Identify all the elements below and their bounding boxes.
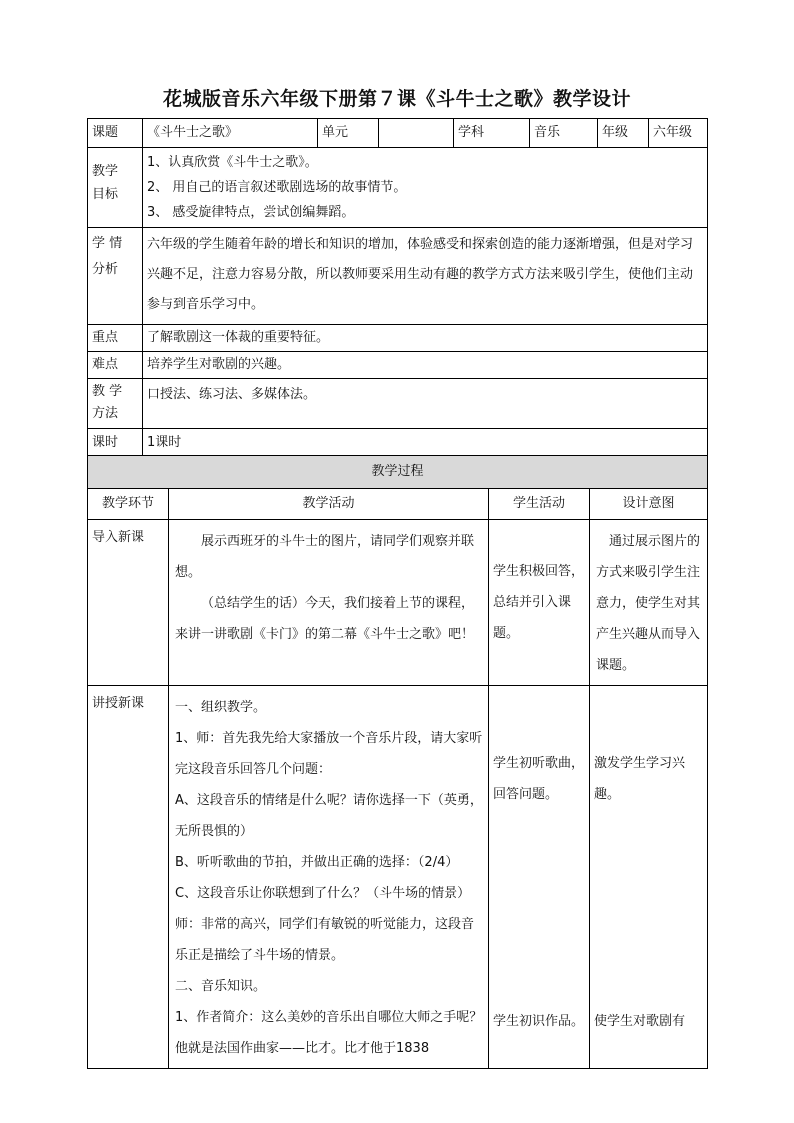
column-header: 设计意图 — [590, 489, 708, 520]
activity-paragraph: 师：非常的高兴，同学们有敏锐的听觉能力，这段音乐正是描绘了斗牛场的情景。 — [175, 917, 475, 963]
key-row — [88, 325, 708, 352]
difficulty-label: 难点 — [88, 352, 143, 379]
goal-item: 1、认真欣赏《斗牛士之歌》。 — [147, 155, 318, 170]
goal-item: 2、 用自己的语言叙述歌剧选场的故事情节。 — [147, 180, 407, 195]
column-header: 教学环节 — [88, 489, 169, 520]
unit-value — [379, 119, 454, 148]
subject-value: 音乐 — [530, 119, 598, 148]
activity-paragraph: 一、组织教学。 — [175, 700, 267, 715]
activity-paragraph: 展示西班牙的斗牛士的图片，请同学们观察并联想。 — [175, 534, 475, 580]
key-label: 重点 — [88, 325, 143, 352]
activity-cell — [169, 520, 489, 686]
topic-value: 《斗牛士之歌》 — [143, 119, 318, 148]
document-title: 花城版音乐六年级下册第７课《斗牛士之歌》教学设计 — [162, 88, 631, 110]
hours-text: 1课时 — [143, 429, 708, 457]
process-table — [87, 455, 708, 1069]
process-heading: 教学过程 — [88, 456, 708, 489]
method-row — [88, 379, 708, 429]
subject-label: 学科 — [454, 119, 530, 148]
analysis-row — [88, 228, 708, 325]
unit-label: 单元 — [318, 119, 379, 148]
analysis-label: 学 情 分析 — [88, 228, 143, 325]
method-label: 教 学 方法 — [88, 379, 143, 429]
hours-row — [88, 429, 708, 457]
activity-paragraph: C、这段音乐让你联想到了什么？（斗牛场的情景） — [175, 886, 471, 901]
column-header: 教学活动 — [169, 489, 489, 520]
process-row-new — [88, 686, 708, 1069]
activity-paragraph: 二、音乐知识。 — [175, 979, 267, 994]
topic-label: 课题 — [88, 119, 143, 148]
analysis-text: 六年级的学生随着年龄的增长和知识的增加，体验感受和探索创造的能力逐渐增强，但是对学习兴趣不足，注意力容易分散，所以教师要采用生动有趣的教学方式方法来吸引学生，使他们主动参与到音乐学习中。 — [143, 228, 708, 325]
lesson-info-table — [87, 118, 708, 457]
activity-paragraph: 1、师：首先我先给大家播放一个音乐片段，请大家听完这段音乐回答几个问题： — [175, 731, 483, 777]
goal-item: 3、 感受旋律特点，尝试创编舞蹈。 — [147, 205, 355, 220]
difficulty-text: 培养学生对歌剧的兴趣。 — [143, 352, 708, 379]
intent-cell: 激发学生学习兴趣。 使学生对歌剧有 — [590, 686, 708, 1069]
student-cell: 学生积极回答，总结并引入课题。 — [489, 520, 590, 686]
difficulty-row — [88, 352, 708, 379]
activity-paragraph: 1、作者简介：这么美妙的音乐出自哪位大师之手呢？他就是法国作曲家——比才。比才他于1838 — [175, 1010, 483, 1056]
method-text: 口授法、练习法、多媒体法。 — [143, 379, 708, 429]
process-header-row — [88, 489, 708, 520]
stage-cell: 讲授新课 — [88, 686, 169, 1069]
activity-cell — [169, 686, 489, 1069]
activity-paragraph: B、听听歌曲的节拍，并做出正确的选择：（2/4） — [175, 855, 459, 870]
hours-label: 课时 — [88, 429, 143, 457]
student-cell: 学生初听歌曲，回答问题。 学生初识作品。 — [489, 686, 590, 1069]
goals-label: 教学 目标 — [88, 148, 143, 228]
key-text: 了解歌剧这一体裁的重要特征。 — [143, 325, 708, 352]
grade-label: 年级 — [598, 119, 649, 148]
stage-cell: 导入新课 — [88, 520, 169, 686]
process-row-intro — [88, 520, 708, 686]
column-header: 学生活动 — [489, 489, 590, 520]
activity-paragraph: （总结学生的话）今天，我们接着上节的课程，来讲一讲歌剧《卡门》的第二幕《斗牛士之歌》吧！ — [175, 596, 475, 642]
info-row — [88, 119, 708, 148]
activity-paragraph: A、这段音乐的情绪是什么呢？请你选择一下（英勇，无所畏惧的） — [175, 793, 483, 839]
goals-content — [143, 148, 708, 228]
goals-row — [88, 148, 708, 228]
intent-cell: 通过展示图片的方式来吸引学生注意力，使学生对其产生兴趣从而导入课题。 — [590, 520, 708, 686]
grade-value: 六年级 — [649, 119, 708, 148]
process-heading-row — [88, 456, 708, 489]
